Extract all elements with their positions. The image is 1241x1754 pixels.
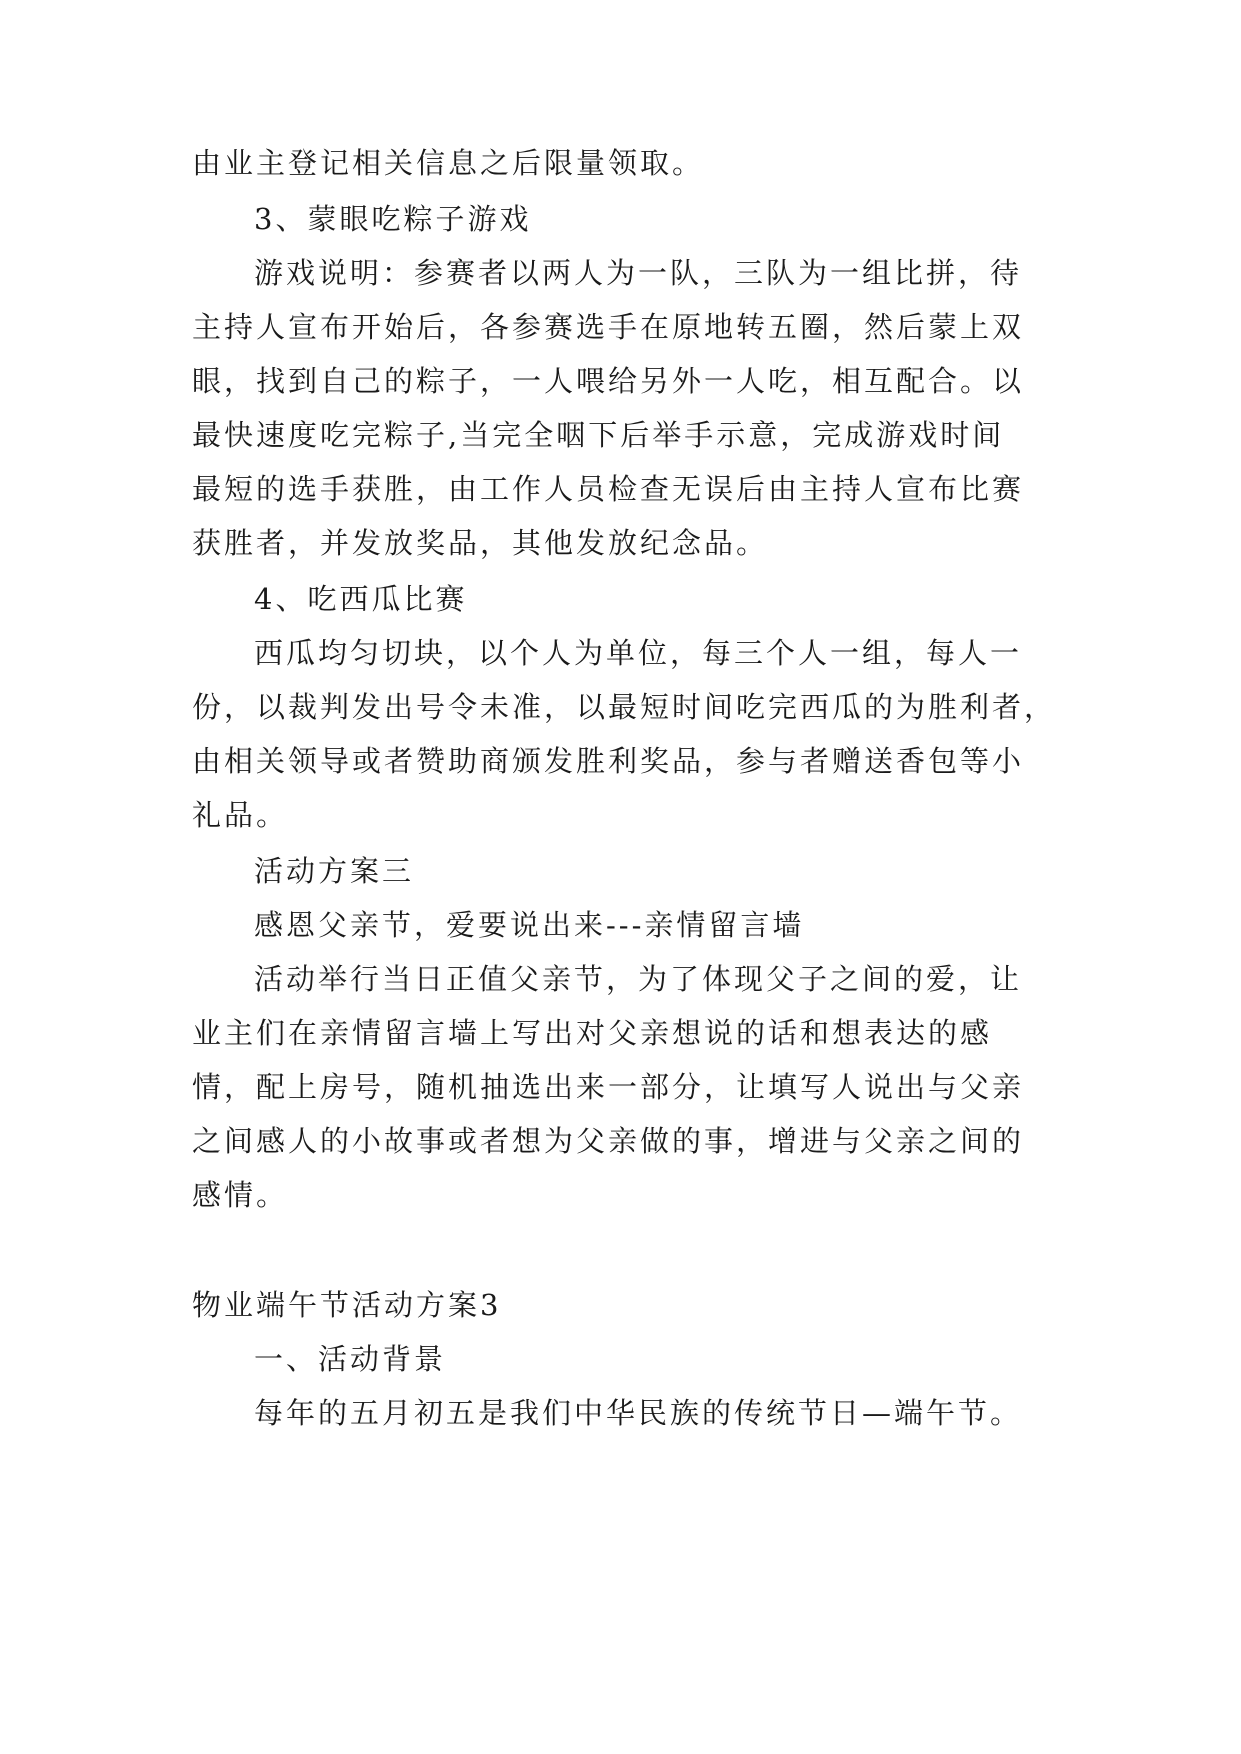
background-line: 每年的五月初五是我们中华民族的传统节日—端午节。	[254, 1396, 1023, 1430]
plan-3-line: 情，配上房号，随机抽选出来一部分，让填写人说出与父亲	[192, 1070, 1025, 1104]
item-3-line: 获胜者，并发放奖品，其他发放纪念品。	[192, 526, 769, 560]
item-3-title: 3、蒙眼吃粽子游戏	[254, 202, 532, 236]
plan-3-line: 之间感人的小故事或者想为父亲做的事，增进与父亲之间的	[192, 1124, 1025, 1158]
plan-3-line: 活动举行当日正值父亲节，为了体现父子之间的爱，让	[254, 962, 1023, 996]
paragraph-line: 由业主登记相关信息之后限量领取。	[192, 146, 705, 180]
item-4-line: 礼品。	[192, 798, 289, 832]
plan-3-title: 活动方案三	[254, 854, 415, 888]
item-3-line: 游戏说明：参赛者以两人为一队，三队为一组比拼，待	[254, 256, 1023, 290]
item-3-line: 眼，找到自己的粽子，一人喂给另外一人吃，相互配合。以	[192, 364, 1025, 398]
item-4-line: 西瓜均匀切块，以个人为单位，每三个人一组，每人一	[254, 636, 1023, 670]
item-4-line: 由相关领导或者赞助商颁发胜利奖品，参与者赠送香包等小	[192, 744, 1025, 778]
item-3-line: 最短的选手获胜，由工作人员检查无误后由主持人宣布比赛	[192, 472, 1025, 506]
item-3-line: 最快速度吃完粽子,当完全咽下后举手示意，完成游戏时间	[192, 418, 1005, 452]
section-heading: 物业端午节活动方案3	[192, 1288, 502, 1322]
plan-3-subtitle: 感恩父亲节，爱要说出来---亲情留言墙	[254, 908, 805, 942]
plan-3-line: 业主们在亲情留言墙上写出对父亲想说的话和想表达的感	[192, 1016, 993, 1050]
item-4-title: 4、吃西瓜比赛	[254, 582, 468, 616]
background-title: 一、活动背景	[254, 1342, 447, 1376]
item-3-line: 主持人宣布开始后，各参赛选手在原地转五圈，然后蒙上双	[192, 310, 1025, 344]
item-4-line: 份，以裁判发出号令未准，以最短时间吃完西瓜的为胜利者，	[192, 690, 1057, 724]
plan-3-line: 感情。	[192, 1178, 289, 1212]
